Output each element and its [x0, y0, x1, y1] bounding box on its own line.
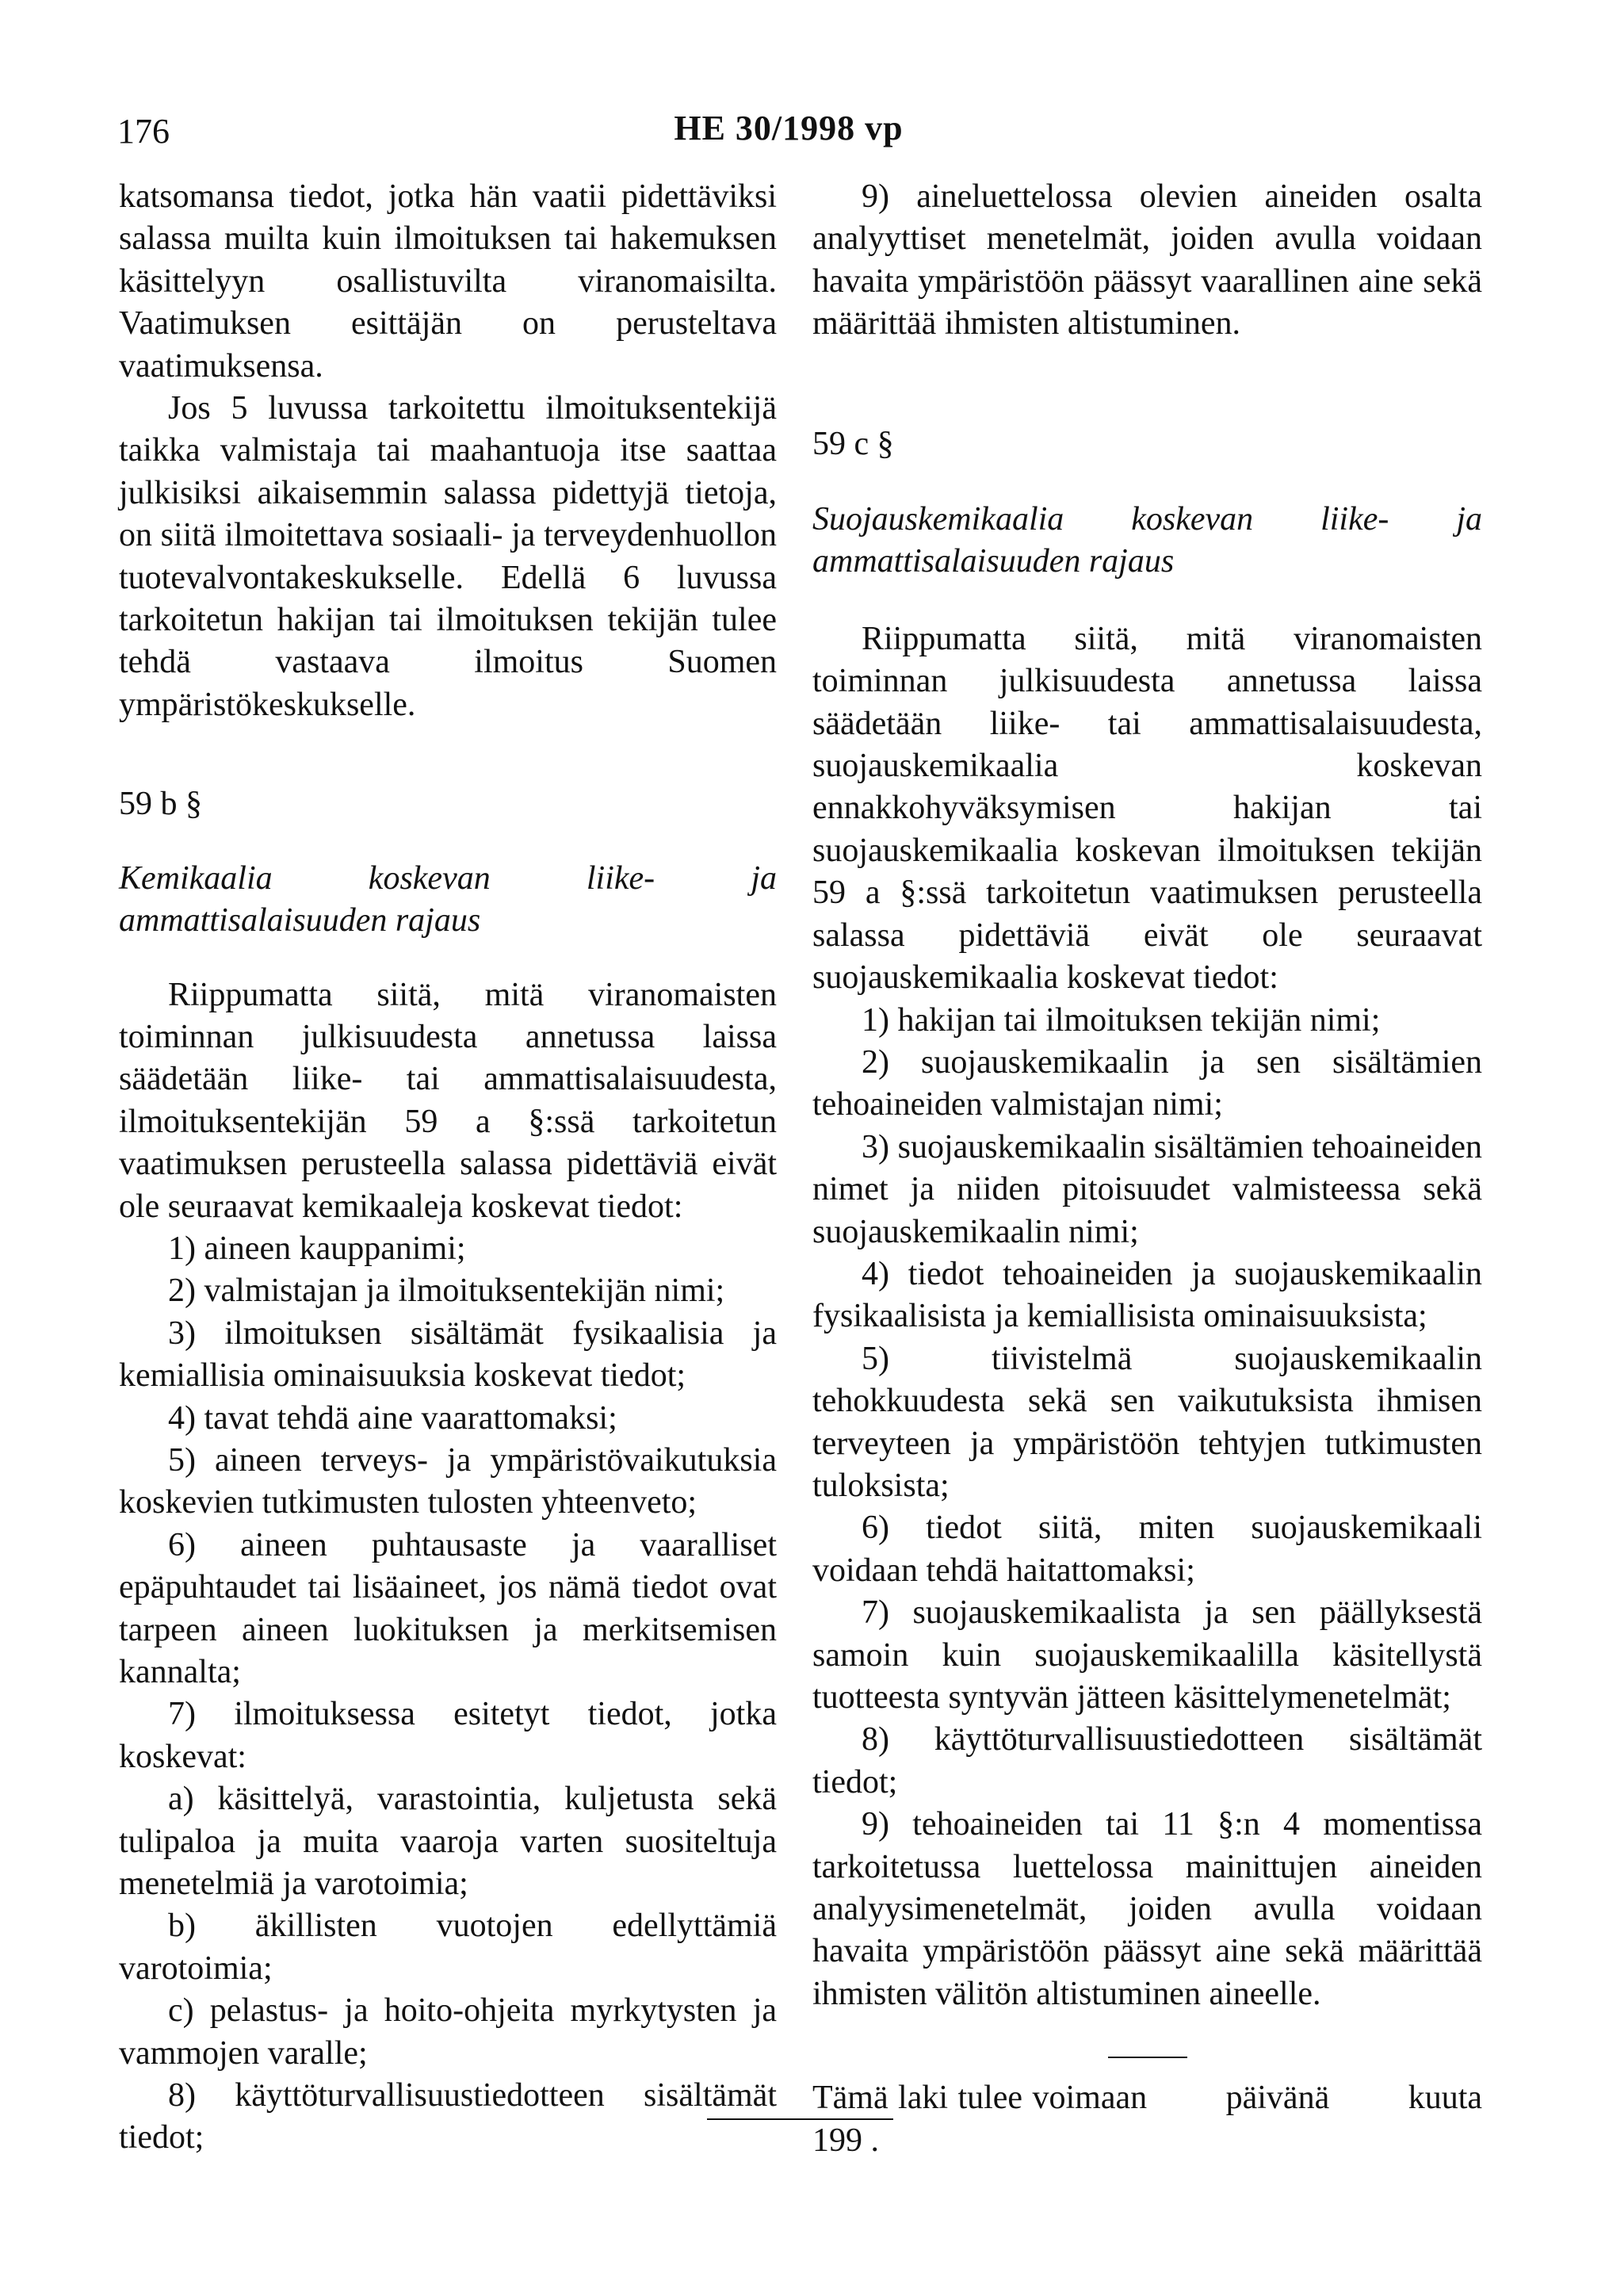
list-item: b) äkillisten vuotojen edellyttämiä varotoimia;	[119, 1908, 777, 1987]
closing-enactment-clause: Tämä laki tulee voimaan päivänä kuuta 199 .	[812, 2080, 1491, 2159]
page-number: 176	[117, 112, 170, 151]
list-item: 1) hakijan tai ilmoituksen tekijän nimi;	[862, 1001, 1381, 1039]
left-column	[119, 176, 777, 2160]
section-number-59b: 59 b §	[119, 786, 202, 823]
left-paragraph-1: katsomansa tiedot, jotka hän vaatii pidettäviksi salassa muilta kuin ilmoituksen tai hakemuksen käsittelyyn osallistuvilta viranomaisilta. Vaatimuksen esittäjän on perusteltava vaatimuksensa.	[119, 178, 777, 385]
list-item: 5) aineen terveys- ja ympäristövaikutuksia koskevien tutkimusten tulosten yhteenveto;	[119, 1441, 777, 1521]
list-item: 6) aineen puhtausaste ja vaaralliset epäpuhtaudet tai lisäaineet, jos nämä tiedot ovat tarpeen aineen luokituksen ja merkitsemisen kannalta;	[119, 1526, 777, 1690]
list-item: 8) käyttöturvallisuustiedotteen sisältämät tiedot;	[812, 1721, 1482, 1800]
list-item: c) pelastus- ja hoito-ohjeita myrkytysten ja vammojen varalle;	[119, 1992, 777, 2072]
left-paragraph-2: Jos 5 luvussa tarkoitettu ilmoituksentekijä taikka valmistaja tai maahantuoja itse saattaa julkisiksi aikaisemmin salassa pidettyjä tietoja, on siitä ilmoitettava sosiaali- ja terveydenhuollon tuotevalvontakeskukselle. Edellä 6 luvussa tarkoitetun hakijan tai ilmoituksen tekijän tulee tehdä vastaava ilmoitus Suomen ympäristökeskukselle.	[119, 390, 777, 723]
list-item: 3) suojauskemikaalin sisältämien tehoaineiden nimet ja niiden pitoisuudet valmisteessa sekä suojauskemikaalin nimi;	[812, 1128, 1482, 1250]
list-item: 2) valmistajan ja ilmoituksentekijän nimi;	[168, 1272, 725, 1310]
divider-end	[707, 2118, 893, 2120]
right-column	[812, 176, 1491, 2162]
list-item: 1) aineen kauppanimi;	[168, 1230, 466, 1267]
list-item: 7) suojauskemikaalista ja sen päällyksestä samoin kuin suojauskemikaalilla käsitellystä tuotteesta syntyvän jätteen käsittelymenetelmät;	[812, 1594, 1482, 1716]
running-head: HE 30/1998 vp	[674, 109, 904, 147]
section-title-59b: Kemikaalia koskevan liike- ja ammattisalaisuuden rajaus	[119, 859, 777, 939]
list-item: 5) tiivistelmä suojauskemikaalin tehokkuudesta sekä sen vaikutuksista ihmisen terveyteen ja ympäristöön tehtyjen tutkimusten tuloksista;	[812, 1340, 1482, 1504]
list-item: a) käsittelyä, varastointia, kuljetusta sekä tulipaloa ja muita vaaroja varten suositeltuja menetelmiä ja varotoimia;	[119, 1781, 777, 1903]
section-title-59c: Suojauskemikaalia koskevan liike- ja ammattisalaisuuden rajaus	[812, 501, 1482, 580]
list-item: 9) tehoaineiden tai 11 §:n 4 momentissa tarkoitetussa luettelossa mainittujen aineiden analyysimenetelmät, joiden avulla voidaan havaita ympäristöön päässyt aine sekä määrittää ihmisten välitön altistuminen aineelle.	[812, 1806, 1482, 2012]
right-paragraph-1: 9) aineluettelossa olevien aineiden osalta analyyttiset menetelmät, joiden avulla voidaan havaita ympäristöön päässyt vaarallinen aine sekä määrittää ihmisten altistuminen.	[812, 178, 1482, 342]
divider-short	[1108, 2057, 1187, 2058]
left-paragraph-3: Riippumatta siitä, mitä viranomaisten toiminnan julkisuudesta annetussa laissa säädetään liike- tai ammattisalaisuudesta, ilmoituksentekijän 59 a §:ssä tarkoitetun vaatimuksen perusteella salassa pidettäviä eivät ole seuraavat kemikaaleja koskevat tiedot:	[119, 976, 777, 1225]
list-item: 8) käyttöturvallisuustiedotteen sisältämät tiedot;	[119, 2077, 777, 2156]
list-item: 4) tiedot tehoaineiden ja suojauskemikaalin fysikaalisista ja kemiallisista ominaisuuksista;	[812, 1255, 1482, 1335]
right-paragraph-2: Riippumatta siitä, mitä viranomaisten toiminnan julkisuudesta annetussa laissa säädetään liike- tai ammattisalaisuudesta, suojauskemikaalia koskevan ennakkohyväksymisen hakijan tai suojauskemikaalia koskevan ilmoituksen tekijän 59 a §:ssä tarkoitetun vaatimuksen perusteella salassa pidettäviä eivät ole seuraavat suojauskemikaalia koskevat tiedot:	[812, 620, 1482, 997]
section-number-59c: 59 c §	[812, 425, 894, 462]
list-item: 2) suojauskemikaalin ja sen sisältämien tehoaineiden valmistajan nimi;	[812, 1043, 1482, 1123]
list-item: 4) tavat tehdä aine vaarattomaksi;	[168, 1399, 617, 1437]
list-item: 3) ilmoituksen sisältämät fysikaalisia ja kemiallisia ominaisuuksia koskevat tiedot;	[119, 1314, 777, 1395]
list-item: 7) ilmoituksessa esitetyt tiedot, jotka koskevat:	[119, 1696, 777, 1775]
list-item: 6) tiedot siitä, miten suojauskemikaali voidaan tehdä haitattomaksi;	[812, 1510, 1482, 1589]
